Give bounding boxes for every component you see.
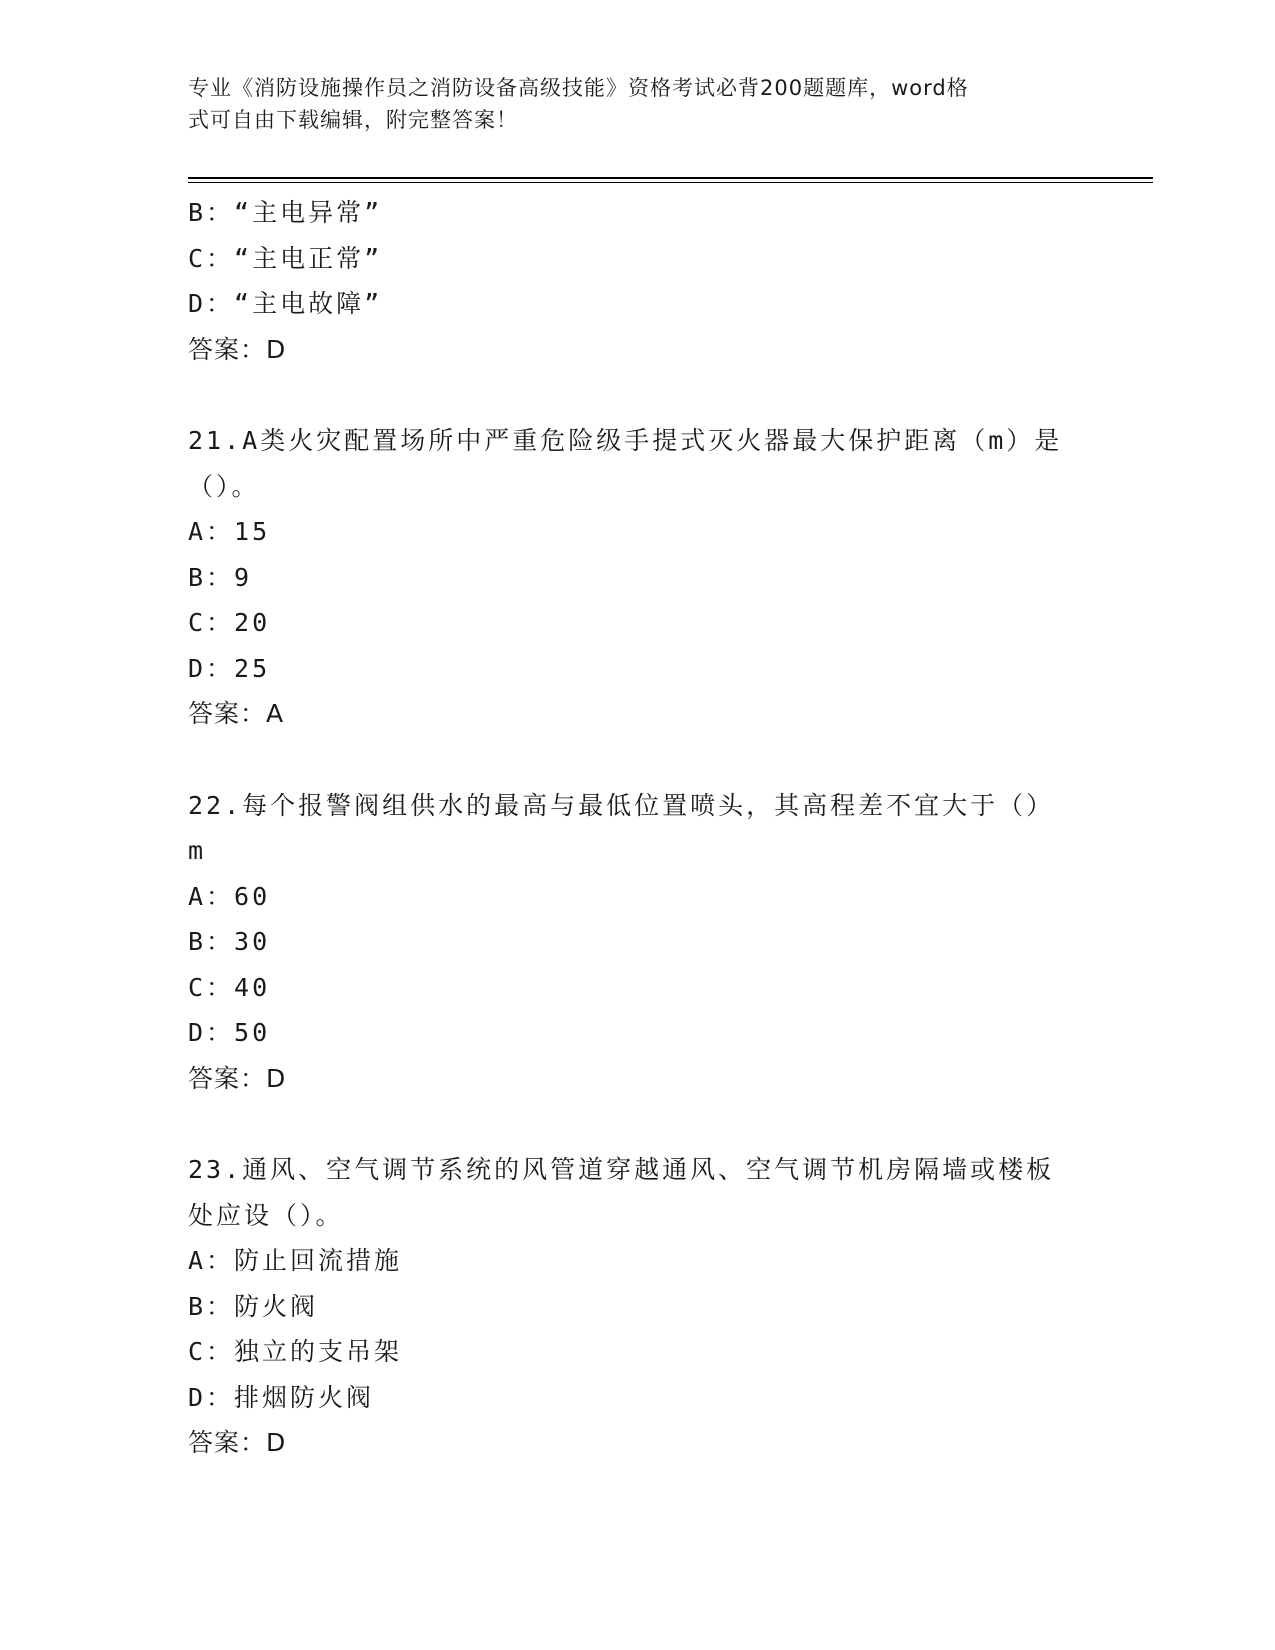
question-23	[188, 1147, 1088, 1466]
option-c: C：独立的支吊架	[188, 1337, 403, 1366]
option-b: B：30	[188, 927, 271, 956]
option-d: D：50	[188, 1018, 271, 1047]
question-22	[188, 783, 1088, 1102]
answer-line: 答案：D	[188, 1428, 287, 1457]
option-b: B：9	[188, 562, 253, 592]
question-stem-line-1: 22.每个报警阀组供水的最高与最低位置喷头，其高程差不宜大于（）	[188, 790, 1055, 820]
header-divider-thin	[188, 182, 1153, 183]
header-line-2: 式可自由下载编辑，附完整答案！	[188, 108, 518, 132]
option-c: C：40	[188, 972, 271, 1002]
option-d: D：25	[188, 653, 271, 683]
question-21	[188, 418, 1088, 737]
header-line-1: 专业《消防设施操作员之消防设备高级技能》资格考试必背200题题库，word格	[188, 76, 969, 100]
document-header	[188, 72, 1068, 136]
question-stem-line-2: 处应设（）。	[188, 1200, 344, 1230]
option-b: B：“主电异常”	[188, 198, 383, 227]
spacer	[188, 372, 1088, 418]
question-stem-line-1: 21.A类火灾配置场所中严重危险级手提式灭火器最大保护距离（m）是	[188, 426, 1063, 455]
spacer	[188, 737, 1088, 783]
question-20-tail	[188, 190, 1088, 372]
question-stem-line-2: m	[188, 836, 207, 865]
header-divider-thick	[188, 177, 1153, 179]
answer-line: 答案：D	[188, 1063, 287, 1093]
answer-line: 答案：D	[188, 334, 287, 364]
question-list	[188, 190, 1088, 1466]
option-d: D：排烟防火阀	[188, 1382, 375, 1412]
option-d: D：“主电故障”	[188, 289, 383, 318]
option-a: A：15	[188, 517, 271, 546]
question-stem-line-2: （）。	[188, 471, 260, 501]
question-stem-line-1: 23.通风、空气调节系统的风管道穿越通风、空气调节机房隔墙或楼板	[188, 1155, 1055, 1184]
option-c: C：20	[188, 608, 271, 637]
option-b: B：防火阀	[188, 1291, 319, 1321]
answer-line: 答案：A	[188, 699, 285, 728]
option-a: A：防止回流措施	[188, 1246, 403, 1275]
option-a: A：60	[188, 881, 271, 911]
option-c: C：“主电正常”	[188, 243, 383, 273]
spacer	[188, 1101, 1088, 1147]
